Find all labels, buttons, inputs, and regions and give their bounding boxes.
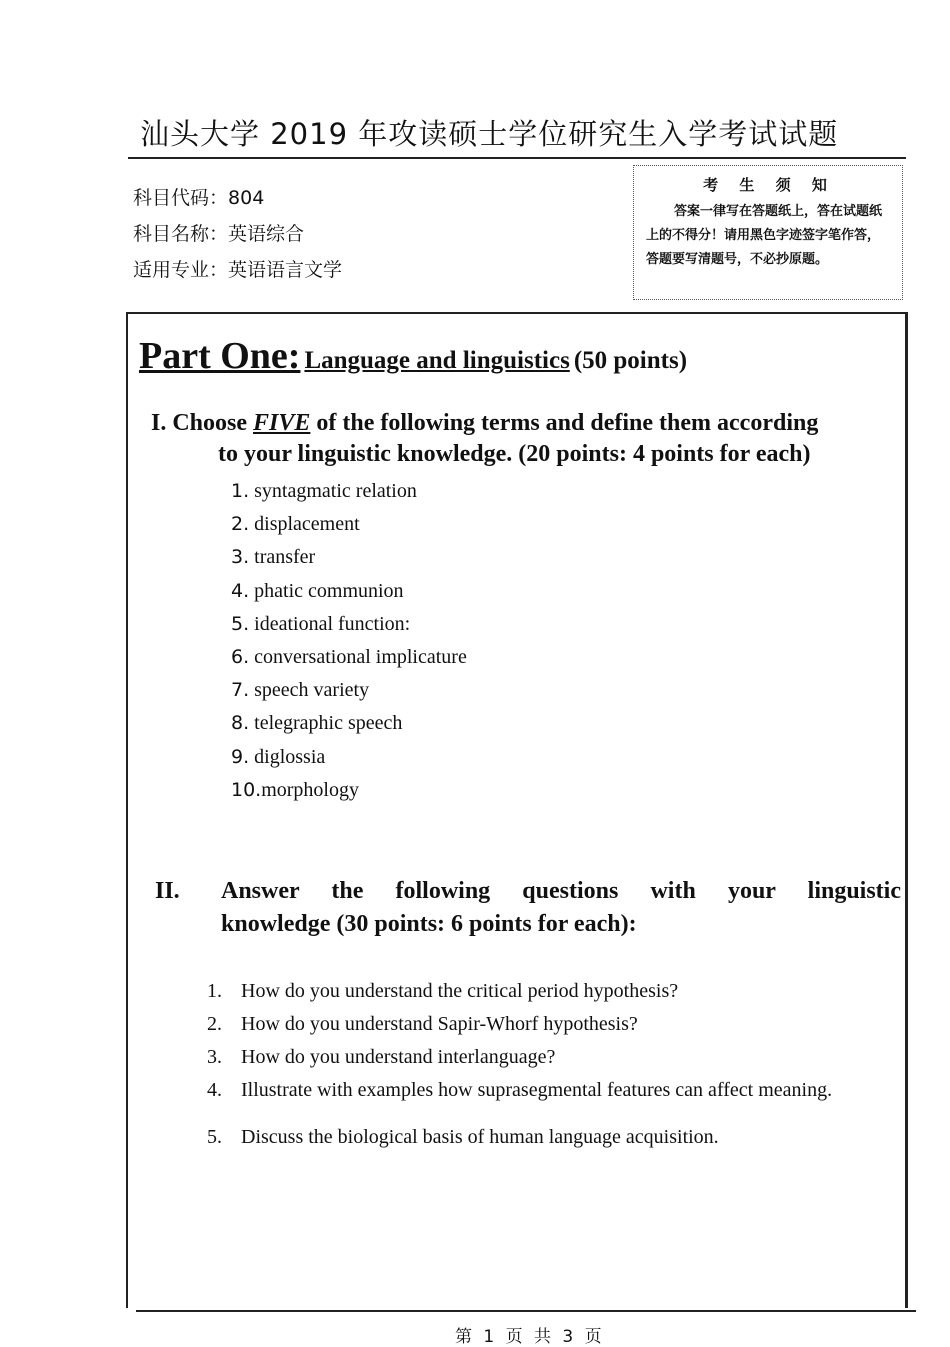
part-one-heading	[139, 334, 687, 378]
term-text: transfer	[254, 546, 316, 569]
question-text: How do you understand interlanguage?	[241, 1046, 556, 1068]
term-number: 9.	[231, 745, 250, 768]
term-number: 3.	[231, 546, 250, 569]
question-text: How do you understand the critical period hypothesis?	[241, 980, 679, 1002]
list-item	[231, 643, 467, 676]
section-one-line1-rest: of the following terms and define them according	[310, 410, 819, 436]
term-text: telegraphic speech	[254, 712, 403, 735]
list-item	[207, 976, 832, 1009]
term-text: diglossia	[254, 745, 326, 768]
term-number: 5.	[231, 612, 250, 635]
question-number: 2.	[207, 1013, 222, 1035]
subject-code-value: 804	[228, 187, 265, 209]
part-one-points: (50 points)	[573, 347, 688, 374]
term-text: ideational function:	[254, 612, 411, 635]
title-divider	[128, 157, 906, 159]
term-number: 4.	[231, 579, 250, 602]
term-text: speech variety	[254, 679, 370, 702]
question-text: How do you understand Sapir-Whorf hypothesis?	[241, 1013, 638, 1035]
term-text: conversational implicature	[254, 645, 467, 668]
term-text: morphology	[261, 778, 359, 801]
major-label: 适用专业：	[133, 259, 229, 281]
term-number: 1.	[231, 480, 250, 502]
section-one-instructions	[151, 410, 901, 468]
term-text: phatic communion	[254, 579, 404, 602]
question-frame-bottom	[136, 1310, 916, 1312]
section-one-line2: to your linguistic knowledge. (20 points: 4 points for each)	[218, 441, 811, 467]
term-number: 2.	[231, 513, 250, 536]
list-item	[207, 1042, 832, 1075]
section-two-line1: Answer the following questions with your linguistic	[221, 878, 901, 904]
major-value: 英语语言文学	[228, 259, 343, 281]
list-item	[231, 709, 467, 742]
term-number: 8.	[231, 712, 250, 735]
list-item	[231, 577, 467, 610]
question-text: Discuss the biological basis of human language acquisition.	[241, 1126, 719, 1148]
list-item	[231, 743, 467, 776]
subject-info	[133, 183, 342, 291]
term-list	[231, 477, 467, 809]
list-item	[231, 510, 467, 543]
major-row	[133, 255, 342, 291]
notice-text: 答案一律写在答题纸上，答在试题纸上的不得分！请用黑色字迹签字笔作答，答题要写清题号，不必抄原题。	[646, 204, 883, 267]
notice-title: 考 生 须 知	[703, 176, 835, 194]
list-item	[231, 776, 467, 809]
section-one-prefix: I. Choose	[151, 410, 254, 436]
question-list	[207, 976, 832, 1155]
question-number: 1.	[207, 980, 222, 1002]
question-number: 5.	[207, 1126, 222, 1148]
list-item	[231, 543, 467, 576]
question-text: Illustrate with examples how suprasegmental features can affect meaning.	[241, 1079, 833, 1101]
section-one-line1	[151, 410, 901, 437]
candidate-notice-box	[633, 165, 903, 300]
term-number: 6.	[231, 645, 250, 668]
term-number: 10.	[231, 778, 262, 801]
question-number: 3.	[207, 1046, 222, 1068]
question-number: 4.	[207, 1079, 222, 1101]
page-number: 第 1 页 共 3 页	[455, 1327, 605, 1347]
subject-code-label: 科目代码：	[133, 187, 229, 209]
exam-title: 汕头大学 2019 年攻读硕士学位研究生入学考试试题	[140, 117, 839, 151]
term-text: syntagmatic relation	[254, 480, 417, 502]
list-item	[207, 1122, 832, 1155]
subject-name-value: 英语综合	[228, 223, 305, 245]
section-two-line2: knowledge (30 points: 6 points for each):	[221, 911, 637, 937]
subject-name-label: 科目名称：	[133, 223, 229, 245]
list-item	[231, 610, 467, 643]
term-text: displacement	[254, 513, 360, 536]
list-item	[207, 1009, 832, 1042]
list-item	[231, 676, 467, 709]
subject-code-row	[133, 183, 342, 219]
section-two-number: II.	[155, 878, 180, 904]
term-number: 7.	[231, 679, 250, 702]
subject-name-row	[133, 219, 342, 255]
list-item	[231, 477, 467, 510]
section-one-emphasis: FIVE	[253, 410, 311, 436]
part-one-name: Language and linguistics	[304, 347, 570, 374]
part-one-label: Part One:	[139, 335, 301, 377]
list-item	[207, 1075, 832, 1108]
